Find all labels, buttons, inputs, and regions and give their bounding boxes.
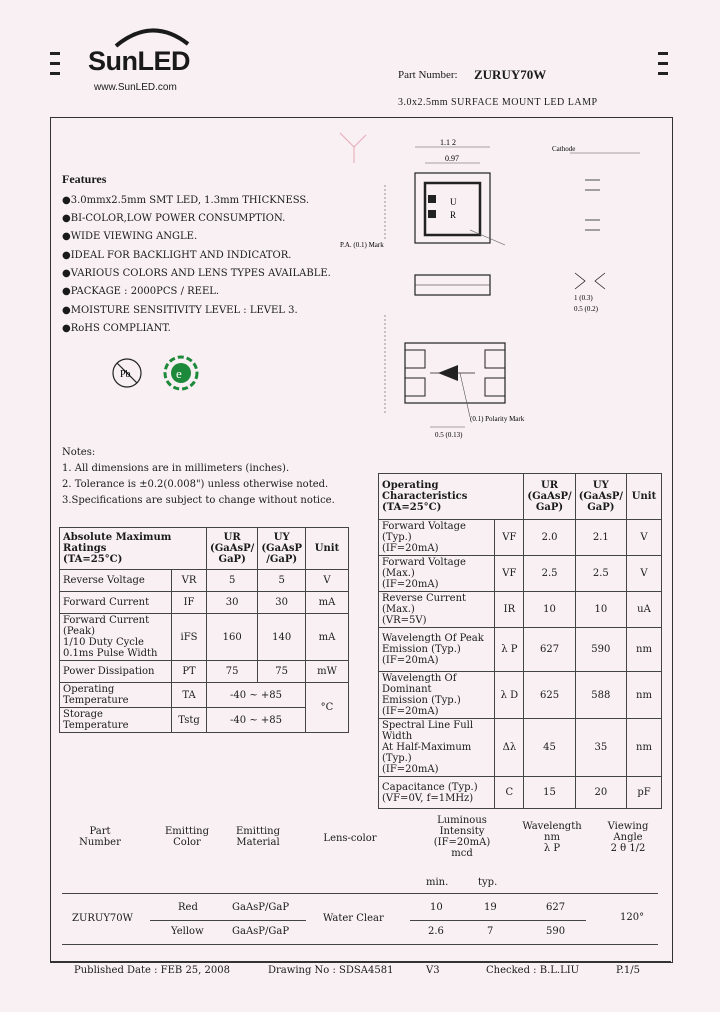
uy-value: 590: [575, 628, 626, 672]
product-subtitle: 3.0x2.5mm SURFACE MOUNT LED LAMP: [398, 97, 598, 108]
table-row: [379, 520, 662, 556]
p2: Emission (Typ.): [382, 695, 461, 706]
uy-value: 2.5: [575, 556, 626, 592]
sel-color: Emitting: [164, 826, 210, 837]
sel-part2: Number: [79, 837, 121, 848]
sel-row-color: Yellow: [171, 926, 204, 937]
param: Storage Temperature: [60, 708, 172, 733]
table-row: [60, 592, 349, 614]
p1: Capacitance (Typ.): [382, 781, 478, 793]
p1: Wavelength Of Dominant: [382, 673, 457, 695]
checked-by: Checked : B.L.LIU: [486, 965, 580, 976]
feature-item: ●3.0mmx2.5mm SMT LED, 1.3mm THICKNESS.: [62, 195, 310, 206]
table-row: [60, 683, 349, 708]
p2: Emission (Typ.): [382, 644, 461, 655]
abs-uy: UY: [273, 532, 290, 543]
table-row: [379, 777, 662, 809]
sel-color2: Color: [173, 837, 201, 848]
feature-item: ●MOISTURE SENSITIVITY LEVEL : LEVEL 3.: [62, 305, 298, 316]
unit: nm: [627, 672, 662, 719]
p2: (VF=0V, f=1MHz): [382, 792, 474, 804]
sym: PT: [172, 661, 207, 683]
op-ur: UR: [541, 480, 559, 491]
header-bar-left-1: [50, 52, 60, 55]
table-row: [379, 556, 662, 592]
feature-item: ●IDEAL FOR BACKLIGHT AND INDICATOR.: [62, 250, 292, 261]
unit: V: [627, 556, 662, 592]
dim-top: 1.1 2: [440, 138, 456, 147]
uy-value: 2.1: [575, 520, 626, 556]
sym: iFS: [172, 614, 207, 661]
p2: At Half-Maximum (Typ.): [382, 742, 472, 764]
feature-item: ●PACKAGE : 2000PCS / REEL.: [62, 286, 220, 297]
op-uy: UY: [592, 480, 609, 491]
param: Forward Current: [60, 592, 172, 614]
unit: nm: [627, 719, 662, 777]
temp-range: -40 ~ +85: [207, 683, 306, 708]
p3: (IF=20mA): [382, 655, 439, 666]
p1: Spectral Line Full Width: [382, 720, 474, 742]
sel-divider-bottom: [62, 944, 658, 945]
uy-value: 5: [258, 570, 306, 592]
op-title: Operating Characteristics: [382, 480, 468, 502]
feature-item: ●BI-COLOR,LOW POWER CONSUMPTION.: [62, 213, 286, 224]
sel-angle: 120°: [620, 912, 645, 923]
part-number: ZURUY70W: [474, 67, 547, 82]
param: Operating Temperature: [60, 683, 172, 708]
sym: IR: [495, 592, 524, 628]
sel-lum: Luminous: [437, 815, 487, 826]
marking-label: (0.1) Polarity Mark: [470, 415, 525, 423]
uy-value: 140: [258, 614, 306, 661]
unit: pF: [627, 777, 662, 809]
sel-row-material: GaAsP/GaP: [232, 902, 290, 913]
label-r: R: [450, 210, 457, 220]
dim-top2: 0.97: [445, 154, 459, 163]
sel-row-min: 10: [430, 902, 443, 913]
header-bar-right-3: [658, 72, 668, 75]
p3: (IF=20mA): [382, 764, 439, 775]
ur-value: 5: [207, 570, 258, 592]
cathode-label: Cathode: [552, 145, 576, 153]
sel-row-typ: 7: [487, 926, 494, 937]
footer-divider: [50, 961, 671, 962]
page-number: P.1/5: [616, 965, 640, 976]
sel-row-wl: 627: [546, 902, 566, 913]
note-item: 1. All dimensions are in millimeters (inches).: [62, 463, 290, 474]
op-uy-mat: (GaAsP/: [578, 491, 623, 502]
sel-row-color: Red: [178, 902, 198, 913]
sel-wl2: nm: [544, 832, 560, 843]
op-unit-header: Unit: [627, 474, 662, 520]
drawing-number: Drawing No : SDSA4581: [268, 965, 394, 976]
table-row: [60, 661, 349, 683]
note-item: 2. Tolerance is ±0.2(0.008") unless otherwise noted.: [62, 479, 329, 490]
p1: Wavelength Of Peak: [382, 633, 484, 644]
sel-mat: Emitting: [235, 826, 281, 837]
p2: (IF=20mA): [382, 579, 439, 590]
sel-divider-mid2: [410, 920, 586, 921]
sel-wl-header: [520, 821, 584, 854]
sel-part-number: ZURUY70W: [72, 913, 133, 924]
feature-item: ●VARIOUS COLORS AND LENS TYPES AVAILABLE.: [62, 268, 331, 279]
unit: uA: [627, 592, 662, 628]
ur-value: 30: [207, 592, 258, 614]
op-ur-mat2: GaP): [535, 502, 564, 513]
sel-wl3: λ P: [543, 843, 561, 854]
header-bar-right-2: [658, 62, 668, 65]
sym: VF: [495, 556, 524, 592]
sym: C: [495, 777, 524, 809]
op-ur-mat: (GaAsP/: [527, 491, 572, 502]
sel-lens: Water Clear: [323, 913, 384, 924]
header-bar-left-2: [50, 62, 60, 65]
table-row: [60, 708, 349, 733]
website: www.SunLED.com: [94, 82, 177, 93]
unit: V: [627, 520, 662, 556]
sel-divider-top: [62, 893, 658, 894]
param2: 1/10 Duty Cycle: [63, 637, 144, 648]
label-u: U: [450, 197, 457, 207]
sel-va-header: [600, 821, 656, 854]
ur-value: 10: [524, 592, 575, 628]
ur-value: 15: [524, 777, 575, 809]
sel-row-min: 2.6: [428, 926, 444, 937]
uy-value: 20: [575, 777, 626, 809]
eco-label: e: [176, 366, 182, 381]
published-date: Published Date : FEB 25, 2008: [74, 965, 230, 976]
sel-divider-mid: [150, 920, 306, 921]
uy-value: 75: [258, 661, 306, 683]
dimension-drawing: [330, 125, 665, 445]
table-row: [60, 614, 349, 661]
sel-lum3: (IF=20mA): [433, 837, 491, 848]
p2: (IF=20mA): [382, 543, 439, 554]
polarity-left: P.A. (0.1) Mark: [340, 241, 384, 249]
version: V3: [426, 965, 440, 976]
unit: mA: [306, 614, 349, 661]
sel-va2: Angle: [613, 832, 643, 843]
abs-uy-mat: (GaAsP: [261, 543, 302, 554]
abs-uy-mat2: /GaP): [266, 554, 298, 565]
header-bar-right-1: [658, 52, 668, 55]
temp-range: -40 ~ +85: [207, 708, 306, 733]
abs-max-table: [59, 527, 349, 733]
sel-min-header: min.: [426, 877, 449, 888]
unit: nm: [627, 628, 662, 672]
feature-item: ●RoHS COMPLIANT.: [62, 323, 171, 334]
pb-label: Pb: [120, 369, 131, 380]
sel-row-material: GaAsP/GaP: [232, 926, 290, 937]
unit: mA: [306, 592, 349, 614]
uy-value: 35: [575, 719, 626, 777]
p1: Reverse Current (Max.): [382, 593, 467, 615]
param: Reverse Voltage: [60, 570, 172, 592]
abs-max-title: Absolute Maximum Ratings: [63, 532, 172, 554]
part-number-label: Part Number:: [398, 69, 458, 81]
sel-color-header: [160, 826, 214, 848]
table-row: [379, 672, 662, 719]
sel-mat2: Material: [236, 837, 280, 848]
unit: °C: [306, 683, 349, 733]
pin-label-1: 1 (0.3): [574, 294, 593, 302]
dim-bottom: 0.5 (0.13): [435, 431, 463, 439]
sym: TA: [172, 683, 207, 708]
param: Power Dissipation: [60, 661, 172, 683]
unit: mW: [306, 661, 349, 683]
abs-ur: UR: [223, 532, 241, 543]
eco-icon: [162, 354, 200, 392]
sel-lum4: mcd: [451, 848, 473, 859]
ur-value: 45: [524, 719, 575, 777]
sel-va: Viewing: [607, 821, 649, 832]
sel-lens-header: Lens-color: [323, 833, 377, 844]
uy-value: 10: [575, 592, 626, 628]
feature-item: ●WIDE VIEWING ANGLE.: [62, 231, 198, 242]
header-bar-left-3: [50, 72, 60, 75]
table-row: [379, 592, 662, 628]
sel-mat-header: [230, 826, 286, 848]
sym: λ P: [495, 628, 524, 672]
ur-value: 2.0: [524, 520, 575, 556]
table-row: [379, 628, 662, 672]
uy-value: 30: [258, 592, 306, 614]
logo: SunLED: [88, 46, 190, 76]
features-title: Features: [62, 172, 107, 186]
abs-max-cond: (TA=25°C): [63, 554, 123, 565]
abs-ur-mat2: GaP): [218, 554, 246, 565]
note-item: 3.Specifications are subject to change without notice.: [62, 495, 335, 506]
sel-row-wl: 590: [546, 926, 566, 937]
ur-value: 625: [524, 672, 575, 719]
sel-lum2: Intensity: [439, 826, 485, 837]
unit: V: [306, 570, 349, 592]
sel-part-header: [72, 826, 128, 848]
abs-unit-header: Unit: [306, 528, 349, 570]
op-char-table: [378, 473, 662, 809]
pb-free-icon: [110, 356, 144, 390]
table-row: [60, 570, 349, 592]
sym: Δλ: [495, 719, 524, 777]
sel-lum-header: [430, 815, 494, 859]
sel-row-typ: 19: [484, 902, 497, 913]
param3: 0.1ms Pulse Width: [63, 648, 158, 659]
uy-value: 588: [575, 672, 626, 719]
p2: (VR=5V): [382, 615, 427, 626]
sym: IF: [172, 592, 207, 614]
sym: VR: [172, 570, 207, 592]
ur-value: 627: [524, 628, 575, 672]
ur-value: 2.5: [524, 556, 575, 592]
p1: Forward Voltage (Max.): [382, 557, 466, 579]
sel-typ-header: typ.: [478, 877, 498, 888]
p1: Forward Voltage (Typ.): [382, 521, 466, 543]
notes-title: Notes:: [62, 447, 96, 458]
pin-label-2: 0.5 (0.2): [574, 305, 598, 313]
sel-va3: 2 θ 1/2: [610, 843, 646, 854]
op-cond: (TA=25°C): [382, 502, 442, 513]
param: Forward Current (Peak): [63, 615, 150, 637]
sym: VF: [495, 520, 524, 556]
p3: (IF=20mA): [382, 706, 439, 717]
ur-value: 75: [207, 661, 258, 683]
abs-ur-mat: (GaAsP/: [210, 543, 255, 554]
sym: Tstg: [172, 708, 207, 733]
table-row: [379, 719, 662, 777]
sel-wl: Wavelength: [522, 821, 582, 832]
ur-value: 160: [207, 614, 258, 661]
sel-part: Part: [89, 826, 111, 837]
op-uy-mat2: GaP): [587, 502, 615, 513]
sym: λ D: [495, 672, 524, 719]
